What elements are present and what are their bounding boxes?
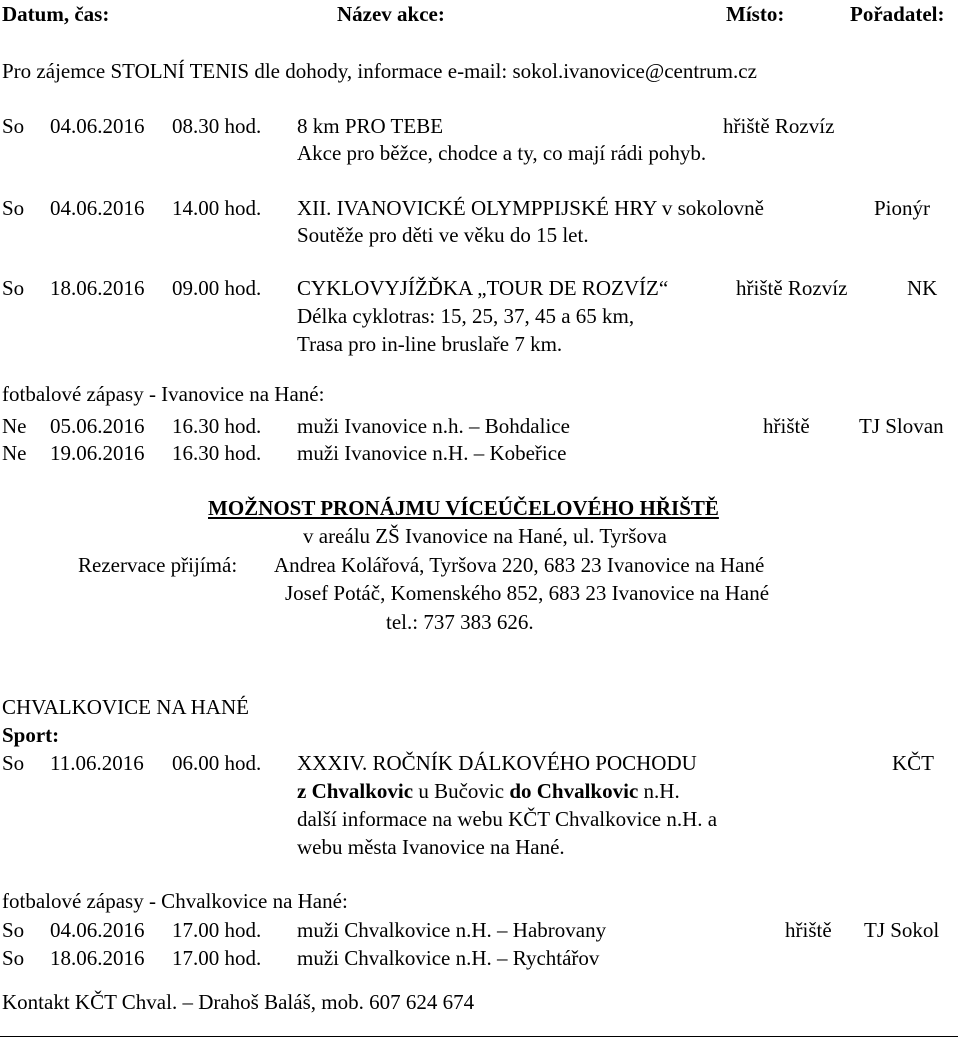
match-time: 17.00 hod.	[172, 918, 262, 942]
event-detail: Soutěže pro děti ve věku do 15 let.	[297, 223, 589, 247]
event-route	[297, 781, 680, 802]
event-place: hřiště Rozvíz	[723, 114, 835, 138]
event-title: XII. IVANOVICKÉ OLYMPPIJSKÉ HRY v sokolovně	[297, 196, 764, 220]
event-day: So	[2, 276, 25, 300]
event-time: 14.00 hod.	[172, 196, 262, 220]
event-detail: další informace na webu KČT Chvalkovice n.H. a	[297, 807, 718, 831]
event-date: 04.06.2016	[50, 114, 145, 138]
route-suffix: n.H.	[638, 779, 680, 803]
event-detail: webu města Ivanovice na Hané.	[297, 835, 565, 859]
rental-contact-1: Andrea Kolářová, Tyršova 220, 683 23 Ivanovice na Hané	[274, 553, 765, 577]
event-organizer: Pionýr	[874, 196, 931, 220]
match-desc: muži Chvalkovice n.H. – Habrovany	[297, 918, 607, 942]
match-date: 19.06.2016	[50, 441, 145, 465]
event-date: 11.06.2016	[50, 751, 144, 775]
match-desc: muži Chvalkovice n.H. – Rychtářov	[297, 946, 600, 970]
match-organizer: TJ Slovan	[859, 414, 944, 438]
rental-phone: tel.: 737 383 626.	[386, 610, 534, 634]
event-day: So	[2, 751, 25, 775]
sport-heading: Sport:	[2, 723, 60, 747]
event-detail: Trasa pro in-line bruslaře 7 km.	[297, 332, 563, 356]
event-time: 08.30 hod.	[172, 114, 262, 138]
match-day: Ne	[2, 441, 27, 465]
header-datum: Datum, čas:	[2, 2, 110, 26]
match-date: 04.06.2016	[50, 918, 145, 942]
match-organizer: TJ Sokol	[864, 918, 940, 942]
event-date: 04.06.2016	[50, 196, 145, 220]
chvalkovice-heading: CHVALKOVICE NA HANÉ	[2, 695, 249, 719]
header-poradatel: Pořadatel:	[850, 2, 945, 26]
event-organizer: NK	[907, 276, 938, 300]
event-title: 8 km PRO TEBE	[297, 114, 444, 138]
event-day: So	[2, 114, 25, 138]
route-to: do Chvalkovic	[509, 779, 639, 803]
intro-text: Pro zájemce STOLNÍ TENIS dle dohody, informace e-mail: sokol.ivanovice@centrum.cz	[2, 59, 757, 83]
route-via: u Bučovic	[413, 779, 510, 803]
event-place: hřiště Rozvíz	[736, 276, 848, 300]
match-day: So	[2, 918, 25, 942]
event-day: So	[2, 196, 25, 220]
match-day: Ne	[2, 414, 27, 438]
rental-label: Rezervace přijímá:	[78, 553, 238, 577]
header-nazev: Název akce:	[337, 2, 445, 26]
match-date: 05.06.2016	[50, 414, 145, 438]
event-date: 18.06.2016	[50, 276, 145, 300]
match-place: hřiště	[763, 414, 810, 438]
header-misto: Místo:	[726, 2, 785, 26]
match-date: 18.06.2016	[50, 946, 145, 970]
event-detail: Akce pro běžce, chodce a ty, co mají rádi pohyb.	[297, 141, 707, 165]
rental-subtitle: v areálu ZŠ Ivanovice na Hané, ul. Tyršova	[303, 524, 667, 548]
bottom-divider	[0, 1036, 958, 1037]
match-time: 16.30 hod.	[172, 414, 262, 438]
route-from: z Chvalkovic	[297, 779, 414, 803]
match-place: hřiště	[785, 918, 832, 942]
match-day: So	[2, 946, 25, 970]
football-heading: fotbalové zápasy - Chvalkovice na Hané:	[2, 889, 348, 913]
rental-contact-2: Josef Potáč, Komenského 852, 683 23 Ivanovice na Hané	[285, 581, 770, 605]
match-time: 17.00 hod.	[172, 946, 262, 970]
event-title: XXXIV. ROČNÍK DÁLKOVÉHO POCHODU	[297, 751, 697, 775]
match-time: 16.30 hod.	[172, 441, 262, 465]
event-organizer: KČT	[892, 751, 934, 775]
contact-line: Kontakt KČT Chval. – Drahoš Baláš, mob. 607 624 674	[2, 990, 475, 1014]
event-time: 06.00 hod.	[172, 751, 262, 775]
event-time: 09.00 hod.	[172, 276, 262, 300]
football-heading: fotbalové zápasy - Ivanovice na Hané:	[2, 382, 325, 406]
match-desc: muži Ivanovice n.h. – Bohdalice	[297, 414, 570, 438]
event-title: CYKLOVYJÍŽĎKA „TOUR DE ROZVÍZ“	[297, 276, 669, 300]
match-desc: muži Ivanovice n.H. – Kobeřice	[297, 441, 567, 465]
rental-title: MOŽNOST PRONÁJMU VÍCEÚČELOVÉHO HŘIŠTĚ	[208, 496, 719, 520]
event-detail: Délka cyklotras: 15, 25, 37, 45 a 65 km,	[297, 304, 635, 328]
